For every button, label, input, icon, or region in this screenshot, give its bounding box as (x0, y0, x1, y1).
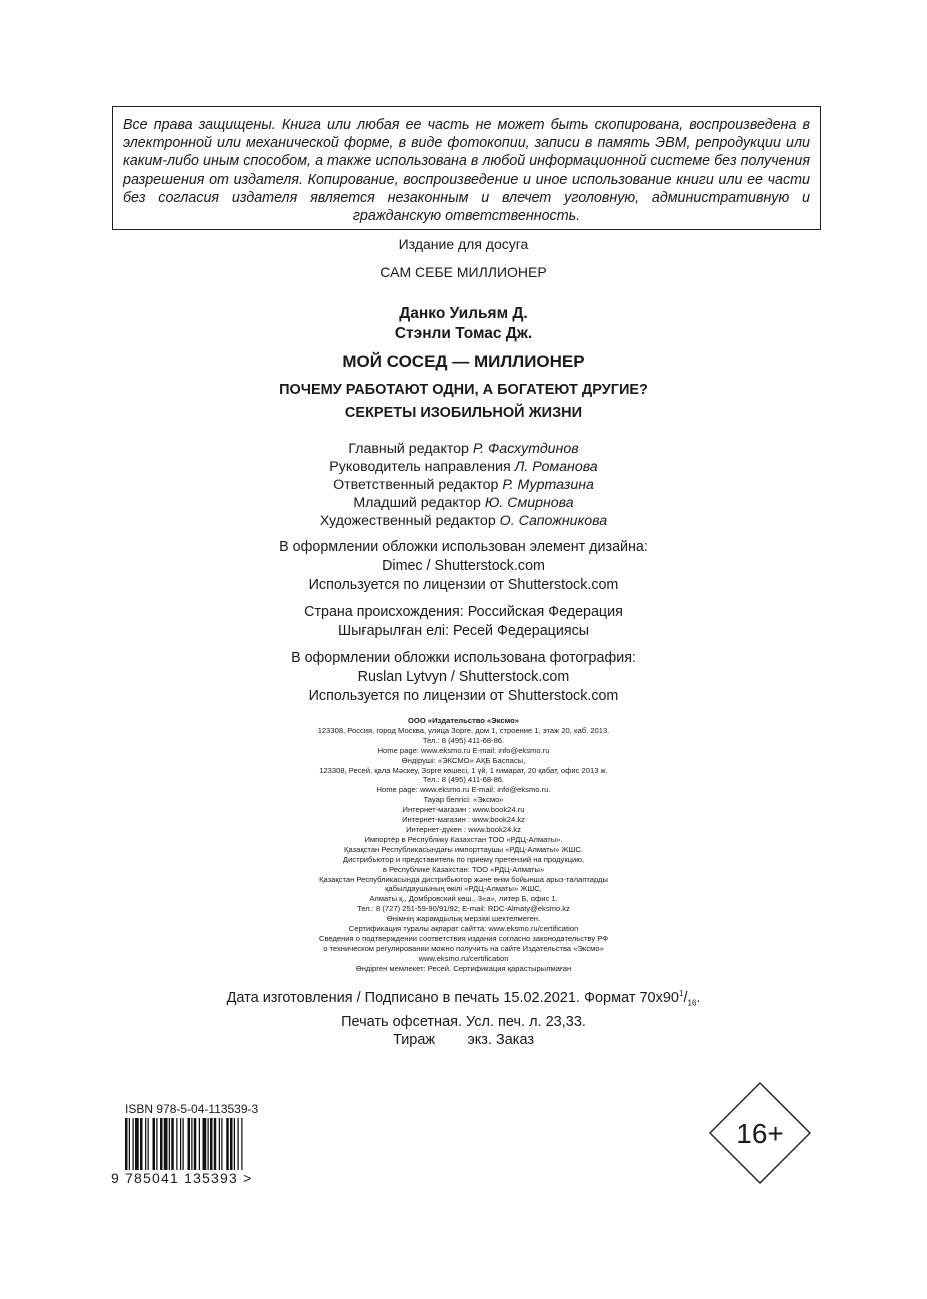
barcode-bar (203, 1118, 207, 1170)
barcode-bar (188, 1118, 191, 1170)
imprint-line: Интернет-дүкен : www.book24.kz (406, 824, 521, 834)
barcode-bar (145, 1118, 146, 1170)
publisher-imprint (0, 716, 927, 974)
imprint-line: Алматы қ., Домбровский көш., 3«а», литер Б, офис 1. (369, 894, 558, 904)
cover-design-line: Dimec / Shutterstock.com (382, 558, 545, 574)
series-name: САМ СЕБЕ МИЛЛИОНЕР (380, 264, 547, 280)
barcode-bar (226, 1118, 229, 1170)
print-run-line: Тираж экз. Заказ (392, 1031, 535, 1048)
credit-line: Младший редактор Ю. Смирнова (353, 495, 574, 511)
barcode-bar (208, 1118, 209, 1170)
credit-line: Руководитель направления Л. Романова (329, 459, 598, 475)
cover-photo-line: Ruslan Lytvyn / Shutterstock.com (357, 669, 570, 685)
imprint-line: Тел.: 8 (495) 411-68-86. (422, 735, 505, 745)
imprint-line: Home page: www.eksmo.ru E-mail: info@eksmo.ru. (376, 785, 551, 795)
print-info-block (0, 985, 927, 1049)
copyright-notice: Все права защищены. Книга или любая ее часть не может быть скопирована, воспроизведена в электронной или механической форме, в виде фотокопии, записи в память ЭВМ, репродукции или каким-либо иным способом, а также использована в любой информационной системе без получения разрешения от издателя. Копирование, воспроизведение и иное использование книги или ее части без согласия издателя является незаконным и влечет уголовную, административную и гражданскую ответственность. (112, 106, 821, 230)
barcode-bar (221, 1118, 222, 1170)
barcode-bar (191, 1118, 192, 1170)
barcode-bar (176, 1118, 177, 1170)
book-title: МОЙ СОСЕД — МИЛЛИОНЕР (342, 352, 585, 371)
barcode-bar (219, 1118, 220, 1170)
credit-line: Главный редактор Р. Фасхутдинов (348, 441, 579, 457)
imprint-line: Өндірген мемлекет: Ресей. Сертификация қарастырылмаған (355, 963, 572, 973)
barcode-bar (156, 1118, 157, 1170)
barcode-bar (148, 1118, 149, 1170)
cover-photo-line: В оформлении обложки использована фотография: (291, 650, 636, 666)
imprint-line: Интернет-магазин : www.book24.kz (402, 815, 525, 825)
imprint-line: о техническом регулировании можно получить на сайте Издательства «Эксмо» (323, 943, 604, 953)
cover-design-line: В оформлении обложки использован элемент дизайна: (279, 539, 648, 555)
barcode-bar (133, 1118, 134, 1170)
print-date-line: Дата изготовления / Подписано в печать 15.02.2021. Формат $70x90^1/_{16}$. (226, 989, 701, 1008)
cover-photo-line: Используется по лицензии от Shutterstock.com (308, 688, 619, 704)
imprint-line: www.eksmo.ru/certification (418, 953, 509, 963)
credits-block (0, 440, 927, 530)
imprint-line: Импортёр в Республику Казахстан ТОО «РДЦ-Алматы». (364, 834, 563, 844)
imprint-line: Тауар белгісі: «Эксмо» (423, 795, 504, 805)
cover-design-block (0, 538, 927, 595)
isbn-number: ISBN 978-5-04-113539-3 (125, 1102, 259, 1116)
barcode-bar (180, 1118, 181, 1170)
barcode-digits: 9 785041 135393 > (111, 1170, 253, 1186)
age-rating-text: 16+ (736, 1118, 784, 1149)
imprint-line: Өнімнің жарамдылық мерзімі шектелмеген. (386, 914, 541, 924)
author-1: Данко Уильям Д. (399, 305, 528, 322)
barcode-bar (135, 1118, 139, 1170)
barcode-bar (183, 1118, 184, 1170)
edition-type: Издание для досуга (398, 236, 529, 252)
imprint-line: в Республике Казахстан: ТОО «РДЦ-Алматы» (382, 864, 545, 874)
barcode-bar (210, 1118, 213, 1170)
book-subtitle-1: ПОЧЕМУ РАБОТАЮТ ОДНИ, А БОГАТЕЮТ ДРУГИЕ? (279, 382, 648, 398)
origin-block (0, 603, 927, 641)
imprint-line: Қазақстан Республикасында дистрибьютор және өнім бойынша арыз-талаптарды (319, 874, 608, 884)
imprint-line: Дистрибьютор и представитель по приему претензий на продукцию, (342, 854, 585, 864)
imprint-line: Қазақстан Республикасындағы импорттаушы «РДЦ-Алматы» ЖШС. (344, 844, 583, 854)
barcode-bar (230, 1118, 233, 1170)
imprint-line: Тел.: 8 (727) 251-59-90/91/92; E-mail: RDC-Almaty@eksmo.kz (357, 904, 570, 914)
imprint-line: Сведения о подтверждении соответствия издания согласно законодательству РФ (318, 933, 609, 943)
imprint-line: қабылдаушының өкілі «РДЦ-Алматы» ЖШС, (385, 884, 542, 894)
barcode-bar (194, 1118, 197, 1170)
age-rating-mark (708, 1081, 812, 1185)
credit-line: Художественный редактор О. Сапожникова (319, 513, 608, 529)
barcode-bar (199, 1118, 200, 1170)
barcode-bar (171, 1118, 174, 1170)
imprint-line: Сертификация туралы ақпарат сайтта: www.eksmo.ru/certification (348, 924, 579, 934)
imprint-line: ООО «Издательство «Эксмо» (408, 716, 519, 725)
barcode-bar (129, 1118, 130, 1170)
barcode-bar (234, 1118, 235, 1170)
isbn-barcode (125, 1118, 277, 1170)
barcode-bar (169, 1118, 170, 1170)
barcode-bar (140, 1118, 143, 1170)
barcode-bar (164, 1118, 168, 1170)
imprint-line: 123308, Ресей, қала Мәскеу, Зорге көшесі, 1 үй, 1 ғимарат, 20 қабат, офис 2013 ж. (319, 765, 608, 775)
origin-line: Шығарылған елі: Ресей Федерациясы (337, 623, 590, 639)
barcode-bar (241, 1118, 242, 1170)
barcode-bar (125, 1118, 128, 1170)
print-type-line: Печать офсетная. Усл. печ. л. 23,33. (341, 1013, 586, 1030)
origin-line: Страна происхождения: Российская Федерация (304, 604, 623, 620)
barcode-bar (160, 1118, 163, 1170)
barcode-bar (238, 1118, 239, 1170)
imprint-line: Тел.: 8 (495) 411-68-86. (422, 775, 505, 785)
book-subtitle-2: СЕКРЕТЫ ИЗОБИЛЬНОЙ ЖИЗНИ (344, 405, 583, 421)
imprint-line: Өндіруші: «ЭКСМО» АҚБ Баспасы, (401, 755, 526, 765)
cover-photo-block (0, 649, 927, 706)
imprint-line: Home page: www.eksmo.ru E-mail: info@eksmo.ru (377, 745, 550, 755)
barcode-bar (153, 1118, 156, 1170)
author-2: Стэнли Томас Дж. (394, 325, 533, 342)
cover-design-line: Используется по лицензии от Shutterstock.com (308, 577, 619, 593)
imprint-line: 123308, Россия, город Москва, улица Зорге, дом 1, строение 1, этаж 20, каб. 2013. (317, 725, 610, 735)
barcode-bar (214, 1118, 217, 1170)
credit-line: Ответственный редактор Р. Муртазина (333, 477, 594, 493)
imprint-line: Интернет-магазин : www.book24.ru (402, 805, 525, 815)
